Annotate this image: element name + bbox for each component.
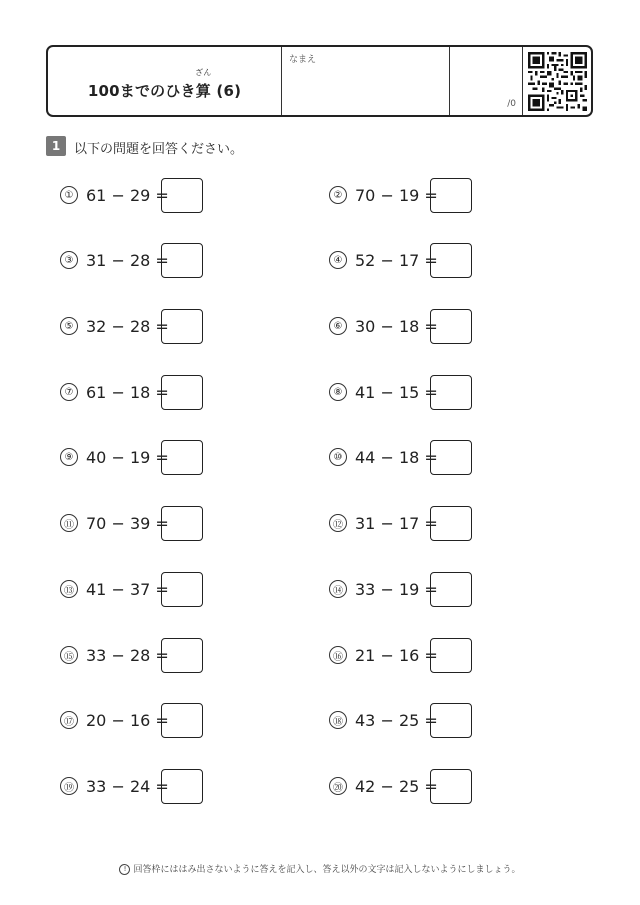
problem-number: ⑲: [60, 777, 78, 795]
problem-number: ⑭: [329, 580, 347, 598]
answer-box[interactable]: [161, 375, 203, 410]
problem-expression: 32 − 28 =: [86, 317, 169, 336]
section-number-badge: 1: [46, 136, 66, 156]
title-suffix: (6): [210, 82, 242, 100]
problem-number: ③: [60, 251, 78, 269]
answer-box[interactable]: [161, 506, 203, 541]
answer-box[interactable]: [430, 638, 472, 673]
title-cell: [48, 47, 282, 115]
answer-box[interactable]: [161, 638, 203, 673]
qr-code-icon: [528, 52, 587, 111]
ruby-text: ざん: [195, 68, 212, 77]
problem-number: ⑫: [329, 514, 347, 532]
title-kanji: 算: [195, 82, 211, 100]
problem-expression: 61 − 29 =: [86, 186, 169, 205]
problem-expression: 33 − 19 =: [355, 580, 438, 599]
problem-expression: 70 − 39 =: [86, 514, 169, 533]
answer-box[interactable]: [430, 375, 472, 410]
footer-note: [0, 862, 640, 875]
answer-box[interactable]: [430, 440, 472, 475]
score-label: /0: [507, 99, 516, 109]
problem-expression: 21 − 16 =: [355, 646, 438, 665]
problem-number: ⑪: [60, 514, 78, 532]
problem-expression: 33 − 28 =: [86, 646, 169, 665]
problem-expression: 31 − 17 =: [355, 514, 438, 533]
problem-number: ⑳: [329, 777, 347, 795]
problem-expression: 20 − 16 =: [86, 711, 169, 730]
answer-box[interactable]: [430, 769, 472, 804]
problem-number: ⑱: [329, 711, 347, 729]
problem-number: ⑯: [329, 646, 347, 664]
problem-number: ⑰: [60, 711, 78, 729]
problem-expression: 30 − 18 =: [355, 317, 438, 336]
problem-expression: 40 − 19 =: [86, 448, 169, 467]
page-title: [48, 68, 281, 101]
answer-box[interactable]: [430, 506, 472, 541]
info-icon: !: [119, 864, 130, 875]
answer-box[interactable]: [161, 178, 203, 213]
worksheet-header: [46, 45, 593, 117]
title-prefix: 100までのひき: [87, 82, 196, 100]
problem-expression: 70 − 19 =: [355, 186, 438, 205]
problem-number: ⑩: [329, 448, 347, 466]
problem-number: ⑮: [60, 646, 78, 664]
answer-box[interactable]: [430, 572, 472, 607]
answer-box[interactable]: [430, 243, 472, 278]
answer-box[interactable]: [430, 309, 472, 344]
problem-number: ④: [329, 251, 347, 269]
problem-number: ②: [329, 186, 347, 204]
answer-box[interactable]: [161, 769, 203, 804]
answer-box[interactable]: [430, 703, 472, 738]
name-field[interactable]: [281, 47, 450, 115]
problem-expression: 61 − 18 =: [86, 383, 169, 402]
answer-box[interactable]: [161, 309, 203, 344]
problem-expression: 41 − 37 =: [86, 580, 169, 599]
problem-number: ⑬: [60, 580, 78, 598]
answer-box[interactable]: [161, 243, 203, 278]
problem-number: ⑧: [329, 383, 347, 401]
problem-expression: 44 − 18 =: [355, 448, 438, 467]
problem-number: ⑤: [60, 317, 78, 335]
problem-expression: 41 − 15 =: [355, 383, 438, 402]
problem-expression: 31 − 28 =: [86, 251, 169, 270]
answer-box[interactable]: [161, 440, 203, 475]
problem-expression: 52 − 17 =: [355, 251, 438, 270]
problem-expression: 33 − 24 =: [86, 777, 169, 796]
problem-number: ⑨: [60, 448, 78, 466]
section-instruction: 以下の問題を回答ください。: [74, 142, 244, 157]
problem-expression: 42 − 25 =: [355, 777, 438, 796]
problem-expression: 43 − 25 =: [355, 711, 438, 730]
score-field[interactable]: [449, 47, 523, 115]
title-kanji-with-ruby: [195, 68, 212, 101]
problem-number: ⑥: [329, 317, 347, 335]
name-label: なまえ: [289, 55, 317, 65]
answer-box[interactable]: [430, 178, 472, 213]
answer-box[interactable]: [161, 572, 203, 607]
footer-note-text: 回答枠にははみ出さないように答えを記入し、答え以外の文字は記入しないようにしましょう。: [133, 865, 521, 875]
problem-number: ⑦: [60, 383, 78, 401]
problem-number: ①: [60, 186, 78, 204]
answer-box[interactable]: [161, 703, 203, 738]
